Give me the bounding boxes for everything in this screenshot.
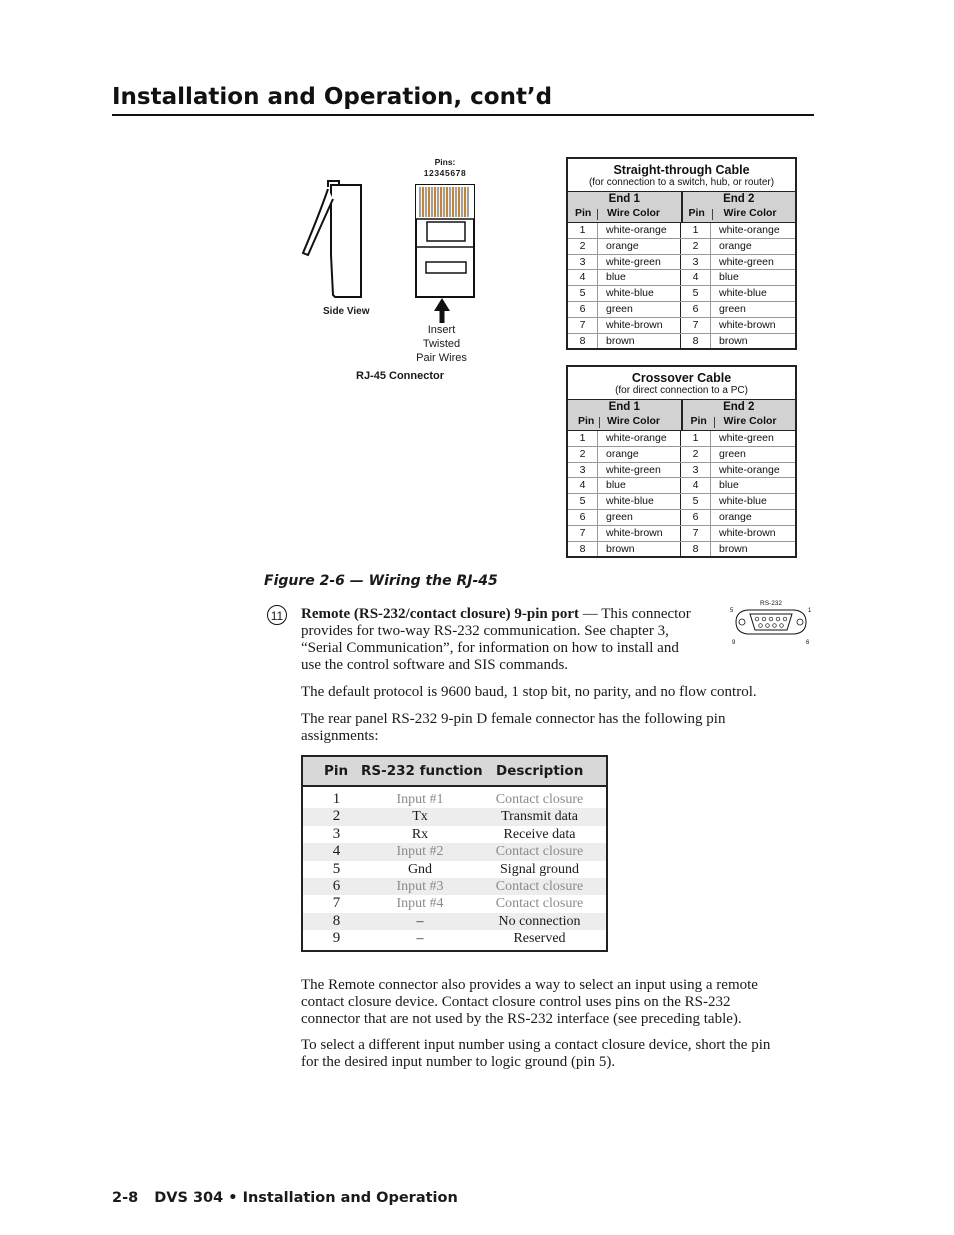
pin-cell: 4 <box>332 843 341 860</box>
pin-cell: 7 <box>568 526 598 541</box>
pin-cell: 6 <box>568 302 598 317</box>
table-row <box>303 878 606 895</box>
header-divider <box>599 417 600 428</box>
pin-cell: 1 <box>332 791 341 807</box>
wire-color-cell: blue <box>719 271 739 284</box>
table-row <box>303 791 606 808</box>
pin-cell: 2 <box>681 447 711 462</box>
wire-color-cell: white-green <box>719 432 774 444</box>
table-row <box>568 223 795 238</box>
wire-color-cell: orange <box>598 239 681 254</box>
item11-line: “Serial Communication”, for information on how to install and <box>301 640 679 656</box>
wire-color-header: Wire Color <box>607 415 660 427</box>
pin-cell: 5 <box>681 494 711 509</box>
pin-cell: 2 <box>568 239 598 254</box>
paragraph-line: The Remote connector also provides a way to select an input using a remote <box>301 977 758 993</box>
function-column-header: RS-232 function <box>361 763 483 779</box>
function-cell: Input #1 <box>396 792 444 807</box>
end-label: End 1 <box>608 193 640 205</box>
header-divider <box>712 209 713 220</box>
pin-cell: 7 <box>681 526 711 541</box>
paragraph-line: contact closure device. Contact closure control uses pins on the RS-232 <box>301 994 731 1010</box>
title-rule <box>112 114 814 116</box>
insert-arrow-icon <box>434 298 450 323</box>
table-row <box>568 541 795 557</box>
item11-line-1 <box>301 606 691 623</box>
pin-cell: 1 <box>568 223 598 238</box>
pins-label: Pins: <box>434 157 456 167</box>
function-cell: Input #2 <box>396 844 444 860</box>
pin-cell: 6 <box>568 510 598 525</box>
wire-color-cell: green <box>598 302 681 317</box>
end-label: End 2 <box>723 193 755 205</box>
table-row <box>568 254 795 270</box>
table-row <box>303 843 606 860</box>
pin-cell: 4 <box>681 270 711 285</box>
pin-assign-paragraph <box>301 711 725 745</box>
side-view-label: Side View <box>323 306 370 317</box>
rj45-connector-label: RJ-45 Connector <box>356 370 445 382</box>
header-divider <box>597 209 598 220</box>
wire-color-cell: orange <box>719 239 752 252</box>
function-cell: Tx <box>412 809 428 825</box>
wire-color-cell: blue <box>598 270 681 285</box>
rj45-side-view <box>303 181 361 297</box>
crossover-table <box>566 365 797 558</box>
paragraph-line: assignments: <box>301 728 379 744</box>
pin-cell: 2 <box>681 239 711 254</box>
wire-color-cell: white-brown <box>598 318 681 333</box>
wire-color-cell: white-blue <box>719 495 767 508</box>
table-header <box>568 191 795 223</box>
pin-cell: 4 <box>568 478 598 493</box>
paragraph-line: The rear panel RS-232 9-pin D female connector has the following pin <box>301 711 726 727</box>
item11-heading: Remote (RS-232/contact closure) 9-pin port <box>301 606 580 622</box>
pin-cell: 5 <box>332 860 341 877</box>
description-cell: Reserved <box>513 931 566 947</box>
pin-cell: 6 <box>681 302 711 317</box>
wire-color-cell: brown <box>719 334 748 347</box>
rs232-table-body <box>303 787 606 950</box>
table-row <box>303 895 606 912</box>
wire-color-cell: white-green <box>598 255 681 270</box>
table-body <box>568 431 795 556</box>
pin-cell: 3 <box>681 255 711 270</box>
insert-label-line: Pair Wires <box>416 352 467 364</box>
pin-cell: 2 <box>568 447 598 462</box>
table-row <box>568 462 795 478</box>
wire-color-header: Wire Color <box>607 207 660 219</box>
table-header <box>568 399 795 431</box>
table-row <box>568 317 795 333</box>
table-row <box>568 477 795 493</box>
function-cell: – <box>416 913 424 929</box>
end2-header <box>681 192 796 222</box>
pin-cell: 9 <box>332 930 341 947</box>
pin-cell: 5 <box>568 286 598 301</box>
pin-header: Pin <box>578 415 595 427</box>
pin-cell: 3 <box>681 463 711 478</box>
description-cell: Contact closure <box>495 792 584 807</box>
page-title: Installation and Operation, cont’d <box>112 84 553 110</box>
wire-color-cell: white-brown <box>719 318 776 331</box>
table-row <box>568 431 795 446</box>
table-row <box>303 826 606 843</box>
function-cell: Input #4 <box>396 896 444 912</box>
pin-cell: 3 <box>568 463 598 478</box>
table-row <box>303 913 606 930</box>
insert-label-line: Twisted <box>422 338 461 350</box>
pin-header: Pin <box>688 207 705 219</box>
page-footer <box>112 1190 458 1206</box>
pin-cell: 7 <box>681 318 711 333</box>
table-subtitle: (for connection to a switch, hub, or router) <box>588 177 775 188</box>
table-caption <box>568 367 795 399</box>
rs232-connector-diagram <box>728 596 814 648</box>
straight-through-table <box>566 157 797 350</box>
wire-color-cell: white-green <box>719 255 774 268</box>
rs232-pin-table <box>301 755 608 952</box>
pin-cell: 6 <box>681 510 711 525</box>
page-number: 2-8 <box>112 1190 139 1206</box>
wire-color-cell: orange <box>719 510 752 523</box>
wire-color-cell: green <box>598 510 681 525</box>
pin-cell: 1 <box>568 431 598 446</box>
table-row <box>568 493 795 509</box>
wire-color-header: Wire Color <box>723 415 777 427</box>
pin-cell: 8 <box>681 334 711 349</box>
wire-color-cell: white-blue <box>598 286 681 301</box>
table-row <box>568 446 795 462</box>
description-cell: Contact closure <box>495 844 584 860</box>
paragraph-line: connector that are not used by the RS-232 interface (see preceding table). <box>301 1011 742 1027</box>
function-cell: – <box>416 931 424 947</box>
description-cell: Contact closure <box>495 878 584 894</box>
paragraph-line: for the desired input number to logic ground (pin 5). <box>301 1054 616 1070</box>
description-cell: No connection <box>498 913 581 929</box>
rj45-front-view <box>416 185 474 297</box>
pin-cell: 8 <box>332 912 341 929</box>
wire-color-cell: white-blue <box>598 494 681 509</box>
wire-color-cell: white-orange <box>719 463 780 476</box>
description-cell: Receive data <box>503 826 576 842</box>
pin-cell: 3 <box>332 825 341 842</box>
description-cell: Transmit data <box>501 809 578 825</box>
wire-color-cell: white-brown <box>598 526 681 541</box>
paragraph-line: To select a different input number using a contact closure device, short the pin <box>301 1037 771 1053</box>
protocol-paragraph: The default protocol is 9600 baud, 1 stop bit, no parity, and no flow control. <box>301 684 757 700</box>
pin-cell: 5 <box>681 286 711 301</box>
wire-color-cell: orange <box>598 447 681 462</box>
wire-color-cell: white-orange <box>719 224 780 236</box>
description-cell: Signal ground <box>500 861 579 877</box>
pin-cell: 5 <box>568 494 598 509</box>
rs232-pin5-label: 5 <box>730 608 734 614</box>
item11-line: provides for two-way RS-232 communication. See chapter 3, <box>301 623 669 639</box>
pin-header: Pin <box>575 207 592 219</box>
wire-color-cell: white-blue <box>719 287 767 300</box>
table-row <box>303 808 606 825</box>
item11-text: This connector <box>601 606 691 622</box>
description-column-header: Description <box>496 763 584 779</box>
pin-cell: 6 <box>332 877 341 894</box>
pin-cell: 1 <box>681 431 711 446</box>
select-input-paragraph <box>301 1037 770 1071</box>
pin-cell: 2 <box>332 808 341 825</box>
wire-color-cell: brown <box>598 334 681 349</box>
footer-doc-title: DVS 304 • Installation and Operation <box>154 1190 458 1206</box>
figure-caption: Figure 2-6 — Wiring the RJ-45 <box>264 573 498 589</box>
table-row <box>303 861 606 878</box>
wire-color-cell: blue <box>598 478 681 493</box>
function-cell: Gnd <box>407 861 433 877</box>
table-row <box>303 930 606 947</box>
item11-paragraph <box>301 606 691 674</box>
table-title: Straight-through Cable <box>613 163 750 177</box>
pin-cell: 4 <box>681 478 711 493</box>
wire-color-header: Wire Color <box>723 207 777 219</box>
table-row <box>568 238 795 254</box>
rs232-table-header <box>303 757 606 787</box>
pin-cell: 7 <box>332 895 341 912</box>
pin-cell: 3 <box>568 255 598 270</box>
end2-header <box>681 400 796 430</box>
end1-header <box>568 192 681 222</box>
function-cell: Input #3 <box>396 878 444 894</box>
contact-closure-paragraph <box>301 977 758 1028</box>
wire-color-cell: brown <box>598 542 681 557</box>
item-number-badge: 11 <box>267 605 287 625</box>
wire-color-cell: blue <box>719 479 739 492</box>
rs232-diagram-label: RS-232 <box>760 600 783 607</box>
pin-cell: 8 <box>568 334 598 349</box>
wire-color-cell: white-brown <box>719 526 776 539</box>
rs232-pin1-label: 1 <box>808 608 812 614</box>
end-label: End 1 <box>608 401 640 413</box>
pin-cell: 4 <box>568 270 598 285</box>
wire-color-cell: white-orange <box>598 431 681 446</box>
table-row <box>568 269 795 285</box>
function-cell: Rx <box>411 826 429 842</box>
end1-header <box>568 400 681 430</box>
pin-column-header: Pin <box>324 763 349 779</box>
pin-cell: 7 <box>568 318 598 333</box>
table-caption <box>568 159 795 191</box>
pin-cell: 1 <box>681 223 711 238</box>
table-row <box>568 509 795 525</box>
wire-color-cell: green <box>719 302 746 315</box>
wire-color-cell: brown <box>719 542 748 555</box>
item11-dash: — <box>579 606 602 622</box>
end-label: End 2 <box>723 401 755 413</box>
pins-label-block <box>420 157 470 179</box>
insert-label <box>405 323 478 365</box>
table-body <box>568 223 795 348</box>
pin-header: Pin <box>690 415 707 427</box>
pin-cell: 8 <box>681 542 711 557</box>
wire-color-cell: white-green <box>598 463 681 478</box>
insert-label-line: Insert <box>427 324 456 336</box>
table-subtitle: (for direct connection to a PC) <box>615 385 748 396</box>
description-cell: Contact closure <box>495 896 584 912</box>
rs232-pin6-label: 6 <box>806 640 810 646</box>
table-row <box>568 525 795 541</box>
wire-color-cell: white-orange <box>598 223 681 238</box>
wire-color-cell: green <box>719 447 746 460</box>
table-row <box>568 301 795 317</box>
table-row <box>568 285 795 301</box>
rs232-pin9-label: 9 <box>732 640 736 646</box>
item11-line: use the control software and SIS commands. <box>301 657 569 673</box>
pin-cell: 8 <box>568 542 598 557</box>
header-divider <box>714 417 715 428</box>
table-title: Crossover Cable <box>631 371 732 385</box>
pins-numbers: 12345678 <box>423 168 467 178</box>
table-row <box>568 333 795 349</box>
